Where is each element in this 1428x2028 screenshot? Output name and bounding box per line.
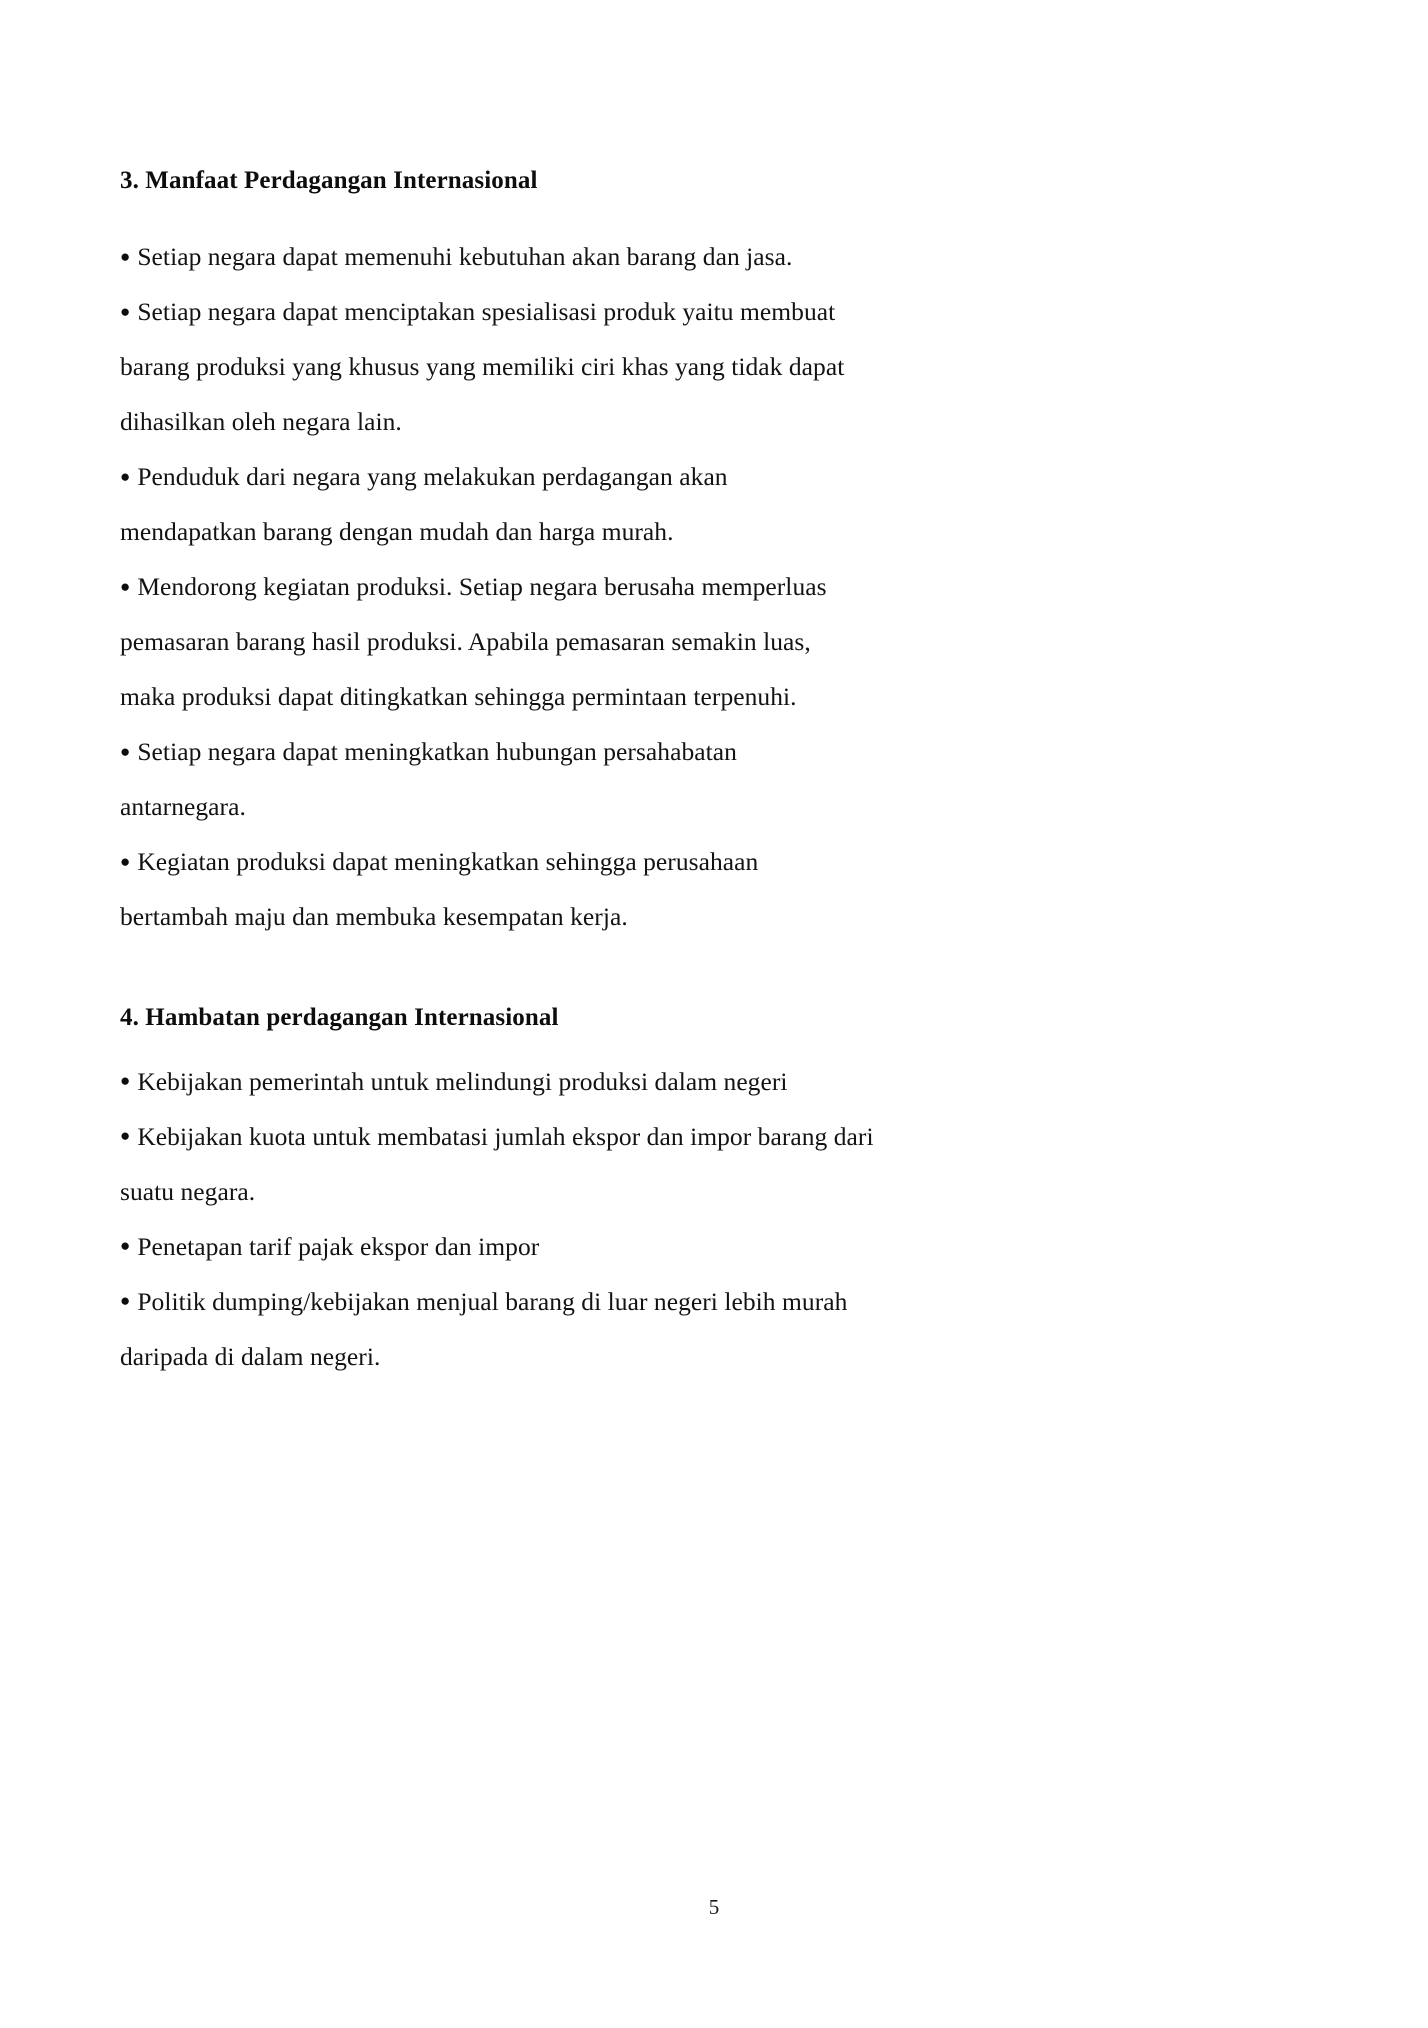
bullet-icon: ● [120, 246, 131, 266]
list-item [120, 834, 1020, 944]
bullet-continuation-line: dihasilkan oleh negara lain. [120, 407, 402, 437]
bullet-text: Penduduk dari negara yang melakukan perdagangan akan [137, 462, 728, 492]
list-item [120, 724, 1020, 834]
page-content [120, 165, 1020, 1384]
bullet-line [120, 834, 1020, 889]
bullet-line [120, 1219, 1020, 1274]
bullet-line [120, 229, 1020, 284]
list-item [120, 1109, 1020, 1219]
bullet-continuation-line: daripada di dalam negeri. [120, 1341, 381, 1371]
bullet-icon: ● [120, 1126, 131, 1145]
section-spacer [120, 944, 1020, 1002]
page-number: 5 [708, 1895, 720, 1919]
bullet-continuation-line: pemasaran barang hasil produksi. Apabila pemasaran semakin luas, [120, 627, 811, 657]
bullet-text: Mendorong kegiatan produksi. Setiap negara berusaha memperluas [137, 572, 827, 602]
bullet-line [120, 284, 1020, 339]
list-item [120, 1219, 1020, 1274]
section-manfaat-perdagangan [120, 165, 1020, 944]
list-item [120, 1054, 1020, 1109]
bullet-icon: ● [120, 1291, 131, 1310]
section-heading-3: 3. Manfaat Perdagangan Internasional [120, 167, 538, 194]
section-hambatan-perdagangan [120, 1002, 1020, 1383]
bullet-icon: ● [120, 851, 131, 871]
bullet-line [120, 1274, 1020, 1329]
bullet-icon: ● [120, 1236, 131, 1255]
bullet-icon: ● [120, 466, 131, 486]
bullet-text: Kebijakan pemerintah untuk melindungi produksi dalam negeri [137, 1066, 788, 1096]
list-item [120, 559, 1020, 724]
bullet-list-section-4 [120, 1054, 1020, 1384]
bullet-text: Penetapan tarif pajak ekspor dan impor [137, 1231, 540, 1261]
bullet-text: Kebijakan kuota untuk membatasi jumlah ekspor dan impor barang dari [137, 1121, 874, 1151]
bullet-continuation-line: antarnegara. [120, 792, 246, 822]
bullet-icon: ● [120, 741, 131, 761]
bullet-continuation-line: maka produksi dapat ditingkatkan sehingga permintaan terpenuhi. [120, 682, 797, 712]
bullet-continuation-line: barang produksi yang khusus yang memiliki ciri khas yang tidak dapat [120, 352, 845, 382]
bullet-continuation-line: suatu negara. [120, 1176, 256, 1206]
bullet-icon: ● [120, 576, 131, 596]
bullet-line [120, 724, 1020, 779]
list-item [120, 1274, 1020, 1384]
bullet-continuation-line: mendapatkan barang dengan mudah dan harga murah. [120, 517, 674, 547]
list-item [120, 284, 1020, 449]
bullet-line [120, 449, 1020, 504]
bullet-text: Setiap negara dapat meningkatkan hubungan persahabatan [137, 737, 737, 767]
bullet-icon: ● [120, 1071, 131, 1090]
section-heading-4: 4. Hambatan perdagangan Internasional [120, 1004, 559, 1032]
bullet-text: Setiap negara dapat menciptakan spesialisasi produk yaitu membuat [137, 297, 836, 327]
bullet-text: Kegiatan produksi dapat meningkatkan sehingga perusahaan [137, 847, 759, 877]
bullet-line [120, 559, 1020, 614]
list-item [120, 449, 1020, 559]
bullet-text: Politik dumping/kebijakan menjual barang di luar negeri lebih murah [137, 1286, 848, 1316]
bullet-icon: ● [120, 301, 131, 321]
bullet-continuation-line: bertambah maju dan membuka kesempatan kerja. [120, 902, 628, 932]
bullet-line [120, 1109, 1020, 1164]
bullet-text: Setiap negara dapat memenuhi kebutuhan akan barang dan jasa. [137, 242, 793, 272]
list-item [120, 229, 1020, 284]
bullet-list-section-3 [120, 229, 1020, 944]
bullet-line [120, 1054, 1020, 1109]
